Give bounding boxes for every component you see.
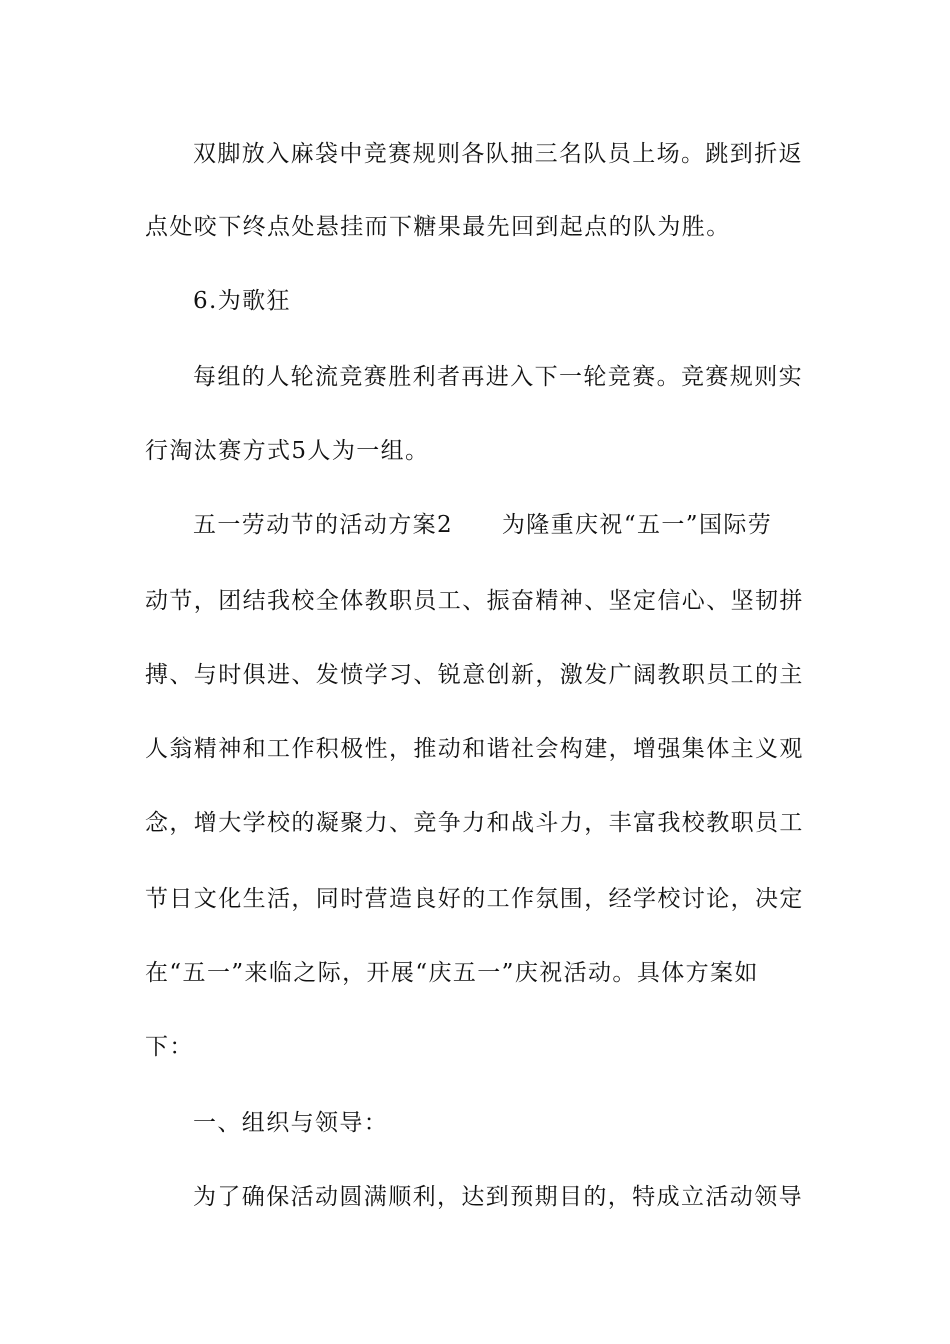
text-line: 五一劳动节的活动方案2 为隆重庆祝“五一”国际劳 [193, 512, 773, 538]
text-line: 搏、与时俱进、发愤学习、锐意创新，激发广阔教职员工的主 [145, 662, 804, 688]
text-line: 为了确保活动圆满顺利，达到预期目的，特成立活动领导 [193, 1184, 803, 1210]
text-line: 节日文化生活，同时营造良好的工作氛围，经学校讨论，决定 [145, 886, 804, 912]
section-heading: 6.为歌狂 [193, 288, 291, 314]
text-line: 点处咬下终点处悬挂而下糖果最先回到起点的队为胜。 [145, 214, 731, 240]
text-line: 人翁精神和工作积极性，推动和谐社会构建，增强集体主义观 [145, 736, 804, 762]
text-line: 每组的人轮流竞赛胜利者再进入下一轮竞赛。竞赛规则实 [193, 364, 803, 390]
text-line: 在“五一”来临之际，开展“庆五一”庆祝活动。具体方案如 [145, 960, 759, 986]
text-line: 念，增大学校的凝聚力、竞争力和战斗力，丰富我校教职员工 [145, 810, 804, 836]
section-heading: 一、组织与领导： [193, 1110, 389, 1136]
text-line: 下： [145, 1034, 194, 1060]
text-line: 双脚放入麻袋中竞赛规则各队抽三名队员上场。跳到折返 [193, 141, 803, 167]
text-line: 行淘汰赛方式5人为一组。 [145, 438, 430, 464]
text-line: 动节，团结我校全体教职员工、振奋精神、坚定信心、坚韧拼 [145, 588, 804, 614]
